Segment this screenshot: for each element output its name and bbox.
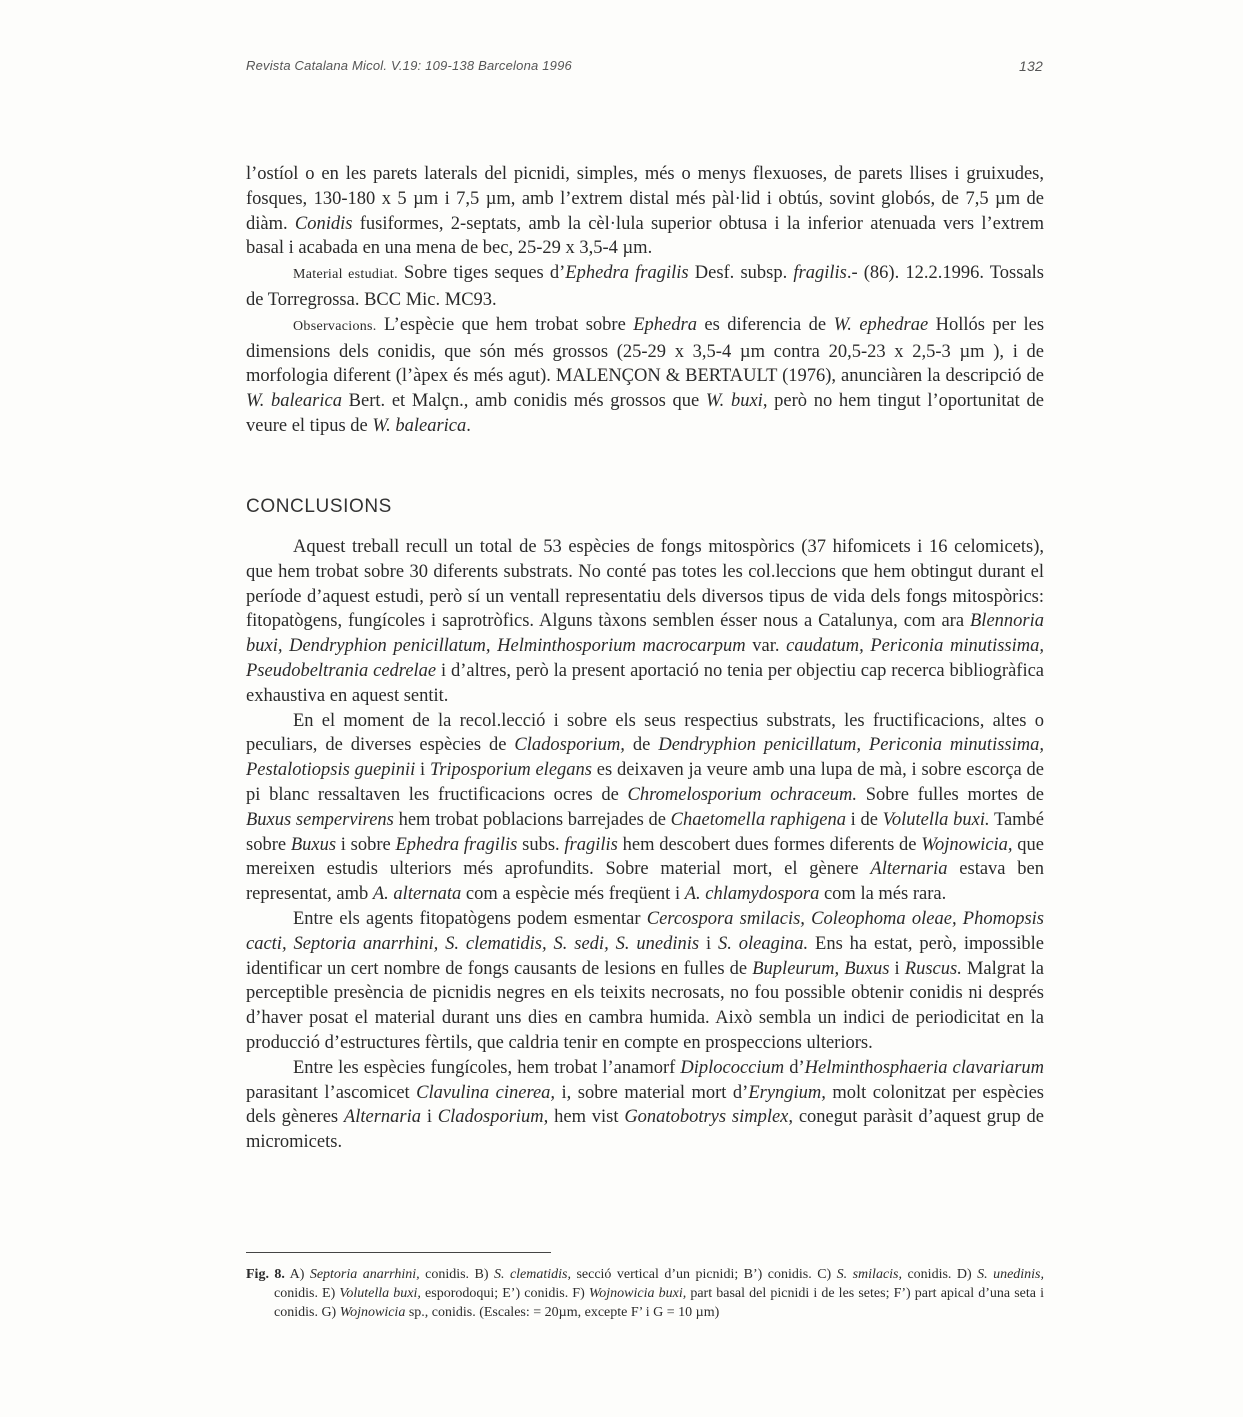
footnote-divider [246, 1252, 551, 1253]
observations-label: Observacions. [293, 318, 377, 334]
figure-caption: Fig. 8. A) Septoria anarrhini, conidis. B) S. clematidis, secció vertical d’un picnidi; B’) conidis. C) S. smilacis, conidis. D) S. unedinis, conidis. E) Volutella buxi, esporodoqui; E’) conidis. F) Wojnowicia buxi, part basal del picnidi i de les setes; F’) part apical d’una seta i conidis. G) Wojnowicia sp., conidis. (Escales: = 20µm, excepte F’ i G = 10 µm) [246, 1267, 1045, 1320]
paragraph-observations: Observacions. L’espècie que hem trobat sobre Ephedra es diferencia de W. ephedrae Hollós per les dimensions dels conidis, que són més grossos (25-29 x 3,5-4 µm contra 20,5-23 x 2,5-3 µm ), i de morfologia diferent (l’àpex és més agut). MALENÇON & BERTAULT (1976), anunciàren la descripció de W. balearica Bert. et Malçn., amb conidis més grossos que W. buxi, però no hem tingut l’oportunitat de veure el tipus de W. balearica. [246, 314, 1045, 436]
conclusions-paragraph-2: En el moment de la recol.lecció i sobre els seus respectius substrats, les fructificacions, altes o peculiars, de diverses espècies de Cladosporium, de Dendryphion penicillatum, Periconia minutissima, Pestalotiopsis guepinii i Triposporium elegans es deixaven ja veure amb una lupa de mà, i sobre escorça de pi blanc ressaltaven les fructificacions ocres de Chromelosporium ochraceum. Sobre fulles mortes de Buxus sempervirens hem trobat poblacions barrejades de Chaetomella raphigena i de Volutella buxi. També sobre Buxus i sobre Ephedra fragilis subs. fragilis hem descobert dues formes diferents de Wojnowicia, que mereixen estudis ulteriors més aprofundits. Sobre material mort, el gènere Alternaria estava ben representat, amb A. alternata com a espècie més freqüent i A. chlamydospora com la més rara. [246, 710, 1045, 905]
running-header [246, 58, 1043, 73]
conclusions-paragraph-1: Aquest treball recull un total de 53 espècies de fongs mitospòrics (37 hifomicets i 16 celomicets), que hem trobat sobre 30 diferents substrats. No conté pas totes les col.leccions que hem obtingut durant el període d’aquest estudi, però sí un ventall representatiu dels diversos tipus de vida dels fongs mitospòrics: fitopatògens, fungícoles i saprotròfics. Alguns tàxons semblen ésser nous a Catalunya, com ara Blennoria buxi, Dendryphion penicillatum, Helminthosporium macrocarpum var. caudatum, Periconia minutissima, Pseudobeltrania cedrelae i d’altres, però la present aportació no tenia per objectiu cap recerca bibliogràfica exhaustiva en aquest sentit. [246, 537, 1045, 706]
paragraph-material-studied: Material estudiat. Sobre tiges seques d’Ephedra fragilis Desf. subsp. fragilis.- (86). 12.2.1996. Tossals de Torregrossa. BCC Mic. MC93. [246, 263, 1044, 310]
material-label: Material estudiat. [293, 267, 398, 283]
conclusions-paragraph-3: Entre els agents fitopatògens podem esmentar Cercospora smilacis, Coleophoma oleae, Phomopsis cacti, Septoria anarrhini, S. clematidis, S. sedi, S. unedinis i S. oleagina. Ens ha estat, però, impossible identificar un cert nombre de fongs causants de lesions en fulles de Bupleurum, Buxus i Ruscus. Malgrat la perceptible presència de picnidis negres en els teixits necrosats, no fou possible obtenir conidis ni després d’haver posat el material durant uns dies en cambra humida. Això sembla un indici de periodicitat en la producció d’estructures fèrtils, que caldria tenir en compte en prospeccions ulteriors. [246, 908, 1044, 1053]
figure-label: Fig. 8. [246, 1267, 285, 1282]
page-number: 132 [1019, 58, 1043, 74]
section-heading-conclusions: CONCLUSIONS [246, 496, 392, 517]
journal-citation: Revista Catalana Micol. V.19: 109-138 Barcelona 1996 [246, 58, 572, 73]
body-text-top [246, 162, 1044, 439]
body-text-conclusions [246, 535, 1044, 1155]
paragraph-description: l’ostíol o en les parets laterals del picnidi, simples, més o menys flexuoses, de parets llises i gruixudes, fosques, 130-180 x 5 µm i 7,5 µm, amb l’extrem distal més pàl·lid i obtús, sovint globós, de 7,5 µm de diàm. Conidis fusiformes, 2-septats, amb la cèl·lula superior obtusa i la inferior atenuada vers l’extrem basal i acabada en una mena de bec, 25-29 x 3,5-4 µm. [246, 164, 1045, 259]
conclusions-paragraph-4: Entre les espècies fungícoles, hem trobat l’anamorf Diplococcium d’Helminthosphaeria clavariarum parasitant l’ascomicet Clavulina cinerea, i, sobre material mort d’Eryngium, molt colonitzat per espècies dels gèneres Alternaria i Cladosporium, hem vist Gonatobotrys simplex, conegut paràsit d’aquest grup de micromicets. [246, 1057, 1045, 1153]
